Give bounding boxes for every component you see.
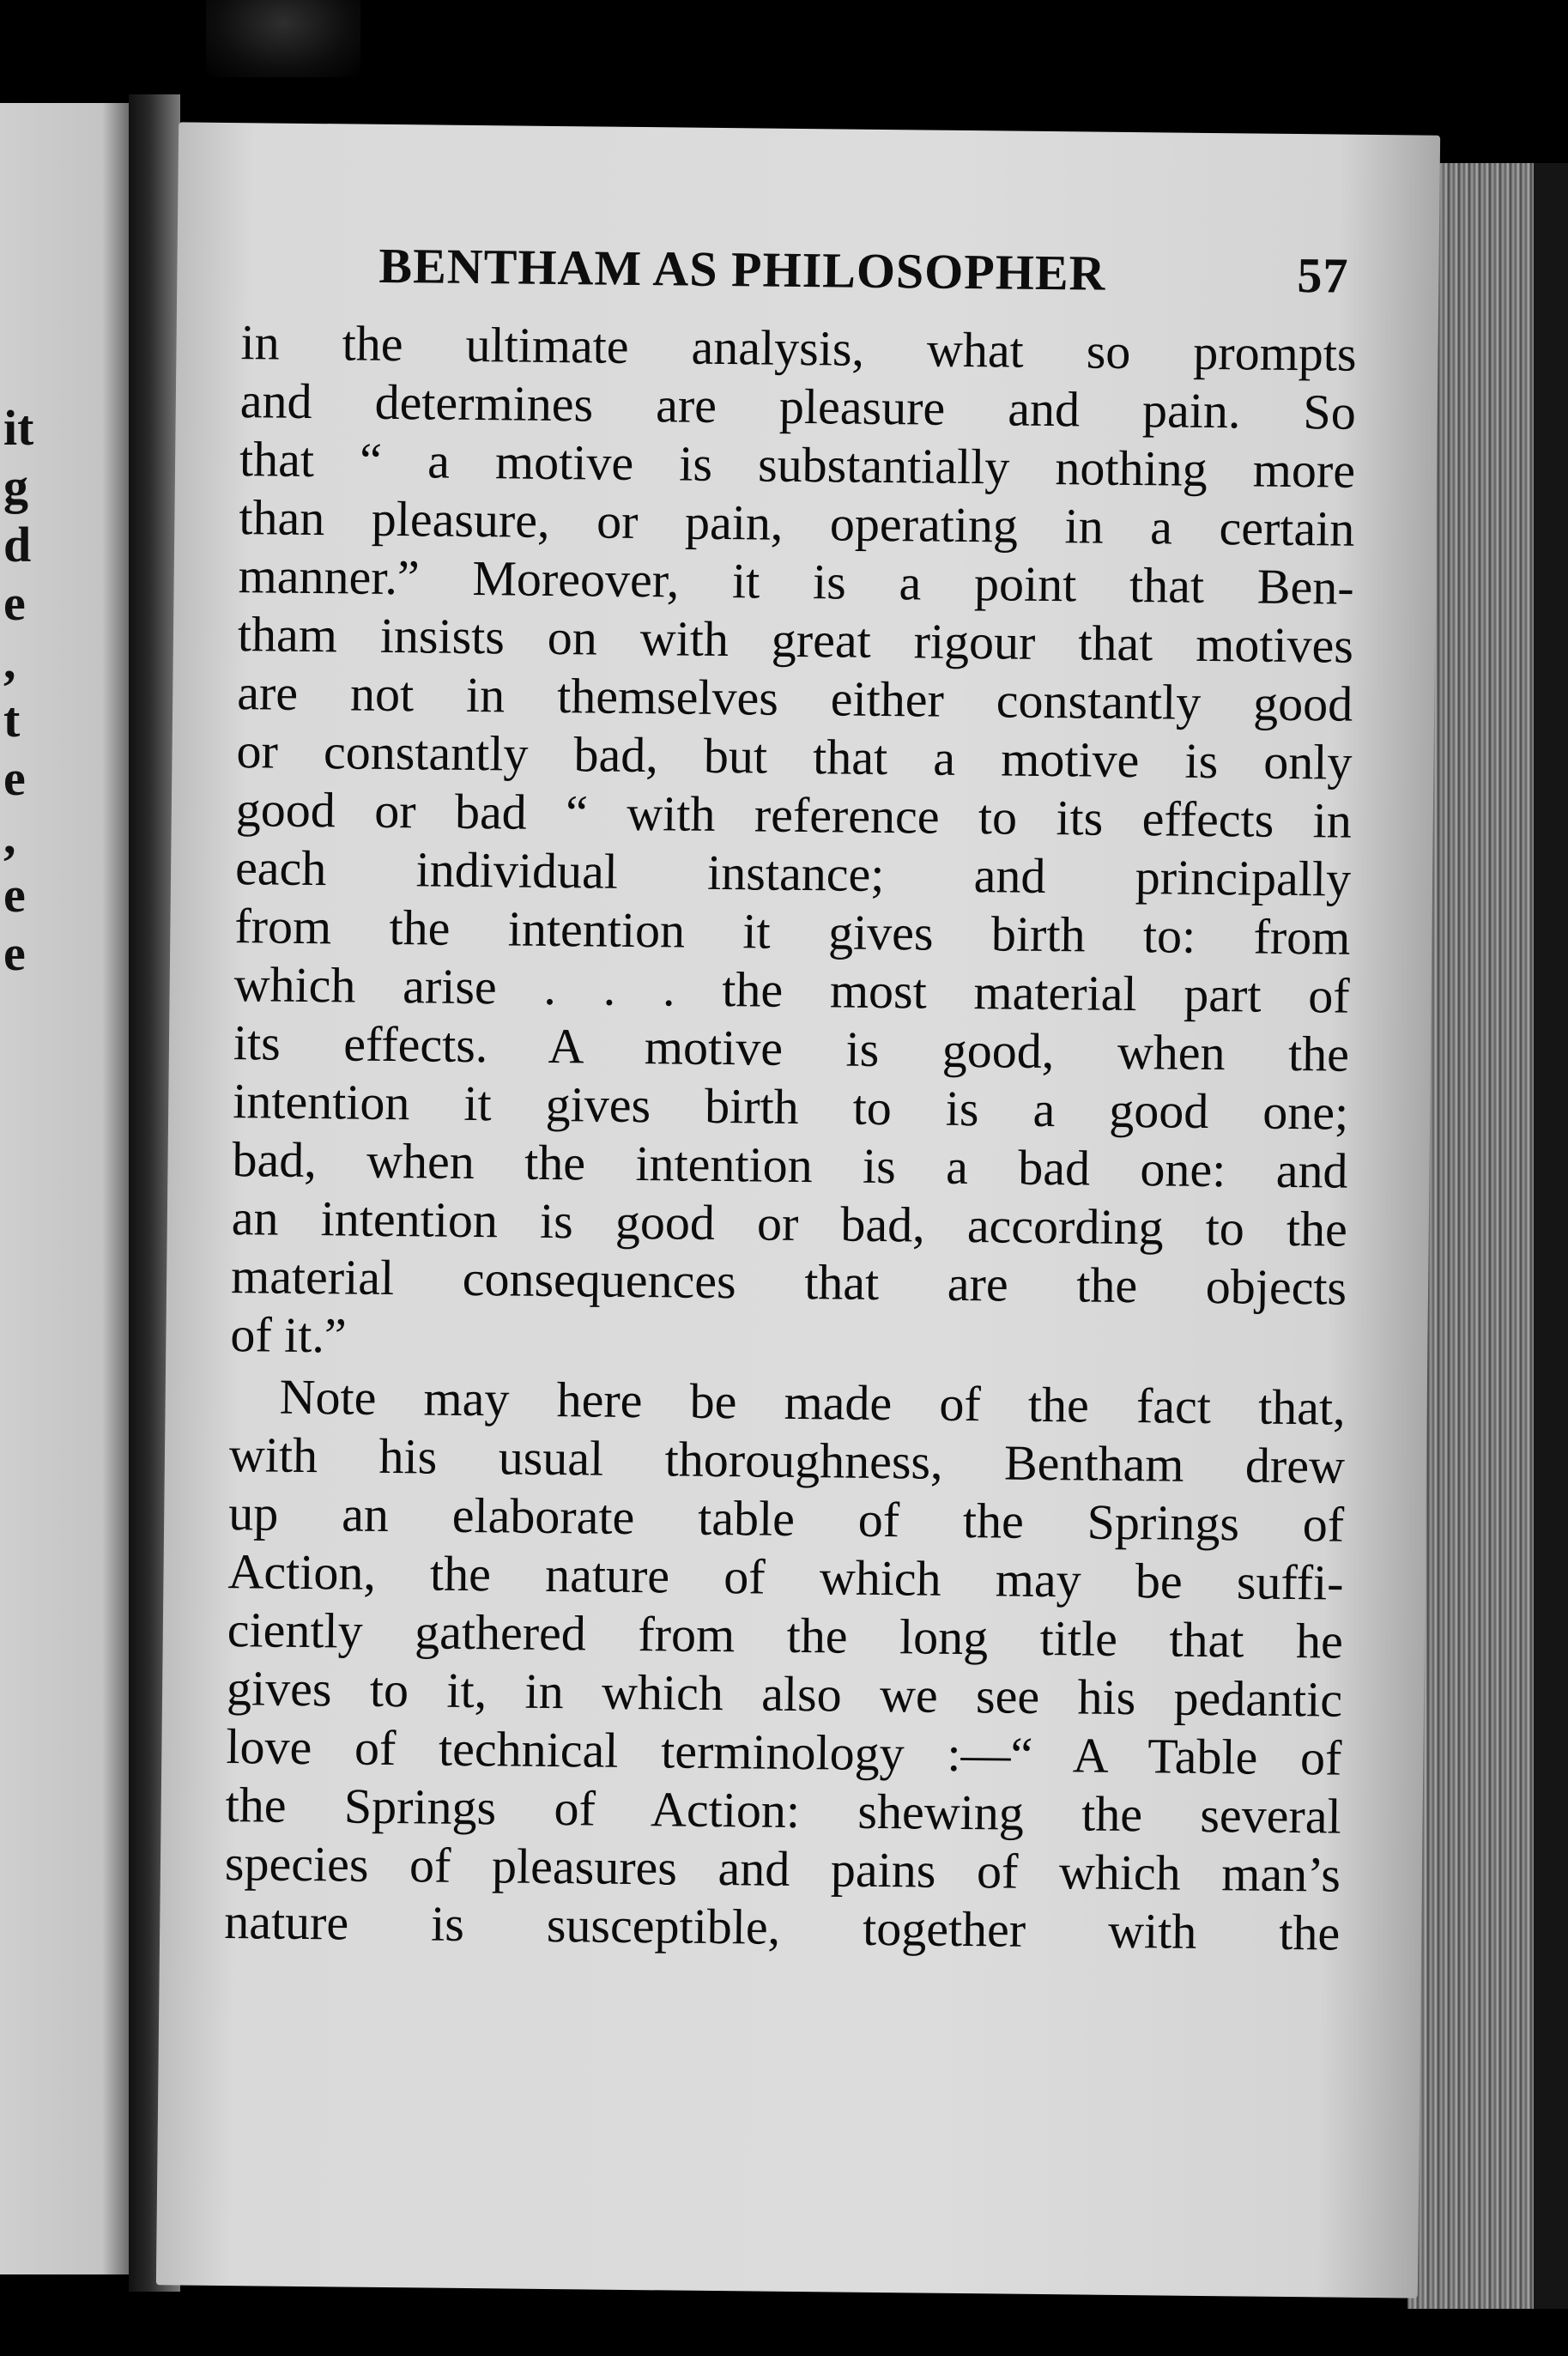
book-page: [156, 122, 1440, 2298]
text-line: or constantly bad, but that a motive is only: [236, 723, 1353, 790]
left-edge-char: ,: [3, 809, 16, 864]
left-page: [0, 103, 146, 2274]
text-line: ciently gathered from the long title that he: [227, 1602, 1344, 1669]
scan-smudge: [206, 0, 360, 77]
text-line: and determines are pleasure and pain. So: [239, 372, 1357, 440]
text-line: species of pleasures and pains of which man’s: [224, 1835, 1341, 1903]
text-line: love of technical terminology :—“ A Table of: [226, 1718, 1342, 1786]
text-line: the Springs of Action: shewing the several: [225, 1777, 1341, 1844]
page-number: 57: [1297, 247, 1349, 304]
paragraph-1: [230, 313, 1357, 1376]
left-edge-char: it: [3, 400, 34, 456]
text-line: material consequences that are the objects: [230, 1248, 1347, 1316]
text-line: nature is susceptible, together with the: [223, 1893, 1341, 1961]
running-head: [378, 236, 1349, 306]
left-edge-char: d: [3, 517, 32, 572]
text-line: tham insists on with great rigour that motives: [237, 606, 1354, 674]
left-edge-char: g: [3, 458, 28, 514]
left-edge-char: e: [3, 575, 26, 631]
paragraph-2: [224, 1367, 1346, 1963]
left-edge-char: e: [3, 867, 26, 923]
text-line: than pleasure, or pain, operating in a certain: [239, 489, 1355, 557]
text-line: its effects. A motive is good, when the: [233, 1014, 1350, 1082]
text-line: that “ a motive is substantially nothing more: [239, 431, 1356, 499]
text-line: are not in themselves either constantly good: [236, 664, 1353, 732]
left-edge-char: t: [3, 692, 21, 748]
text-line: manner.” Moreover, it is a point that Ben-: [238, 548, 1354, 615]
left-edge-char: e: [3, 750, 26, 806]
text-line: bad, when the intention is a bad one: and: [232, 1131, 1348, 1199]
text-line: with his usual thoroughness, Bentham drew: [228, 1426, 1346, 1494]
text-line: which arise . . . the most material part of: [233, 956, 1350, 1024]
text-line: of it.”: [230, 1306, 348, 1364]
text-line: Note may here be made of the fact that,: [279, 1368, 1346, 1436]
left-edge-char: e: [3, 925, 26, 981]
left-edge-char: ,: [3, 633, 16, 689]
text-line: each individual instance; and principally: [234, 839, 1352, 907]
running-head-title: BENTHAM AS PHILOSOPHER: [378, 237, 1106, 301]
text-line: intention it gives birth to is a good one;: [232, 1073, 1349, 1141]
text-line: an intention is good or bad, according to the: [231, 1190, 1348, 1257]
text-line: up an elaborate table of the Springs of: [227, 1485, 1345, 1553]
text-line: good or bad “ with reference to its effects in: [235, 781, 1353, 849]
left-page-edge-text: [3, 399, 33, 983]
text-line: gives to it, in which also we see his pedantic: [226, 1660, 1343, 1728]
text-line: from the intention it gives birth to: from: [234, 898, 1351, 966]
text-line: in the ultimate analysis, what so prompts: [240, 314, 1357, 382]
page-body: [224, 313, 1357, 1963]
text-line: Action, the nature of which may be suffi-: [227, 1543, 1344, 1611]
